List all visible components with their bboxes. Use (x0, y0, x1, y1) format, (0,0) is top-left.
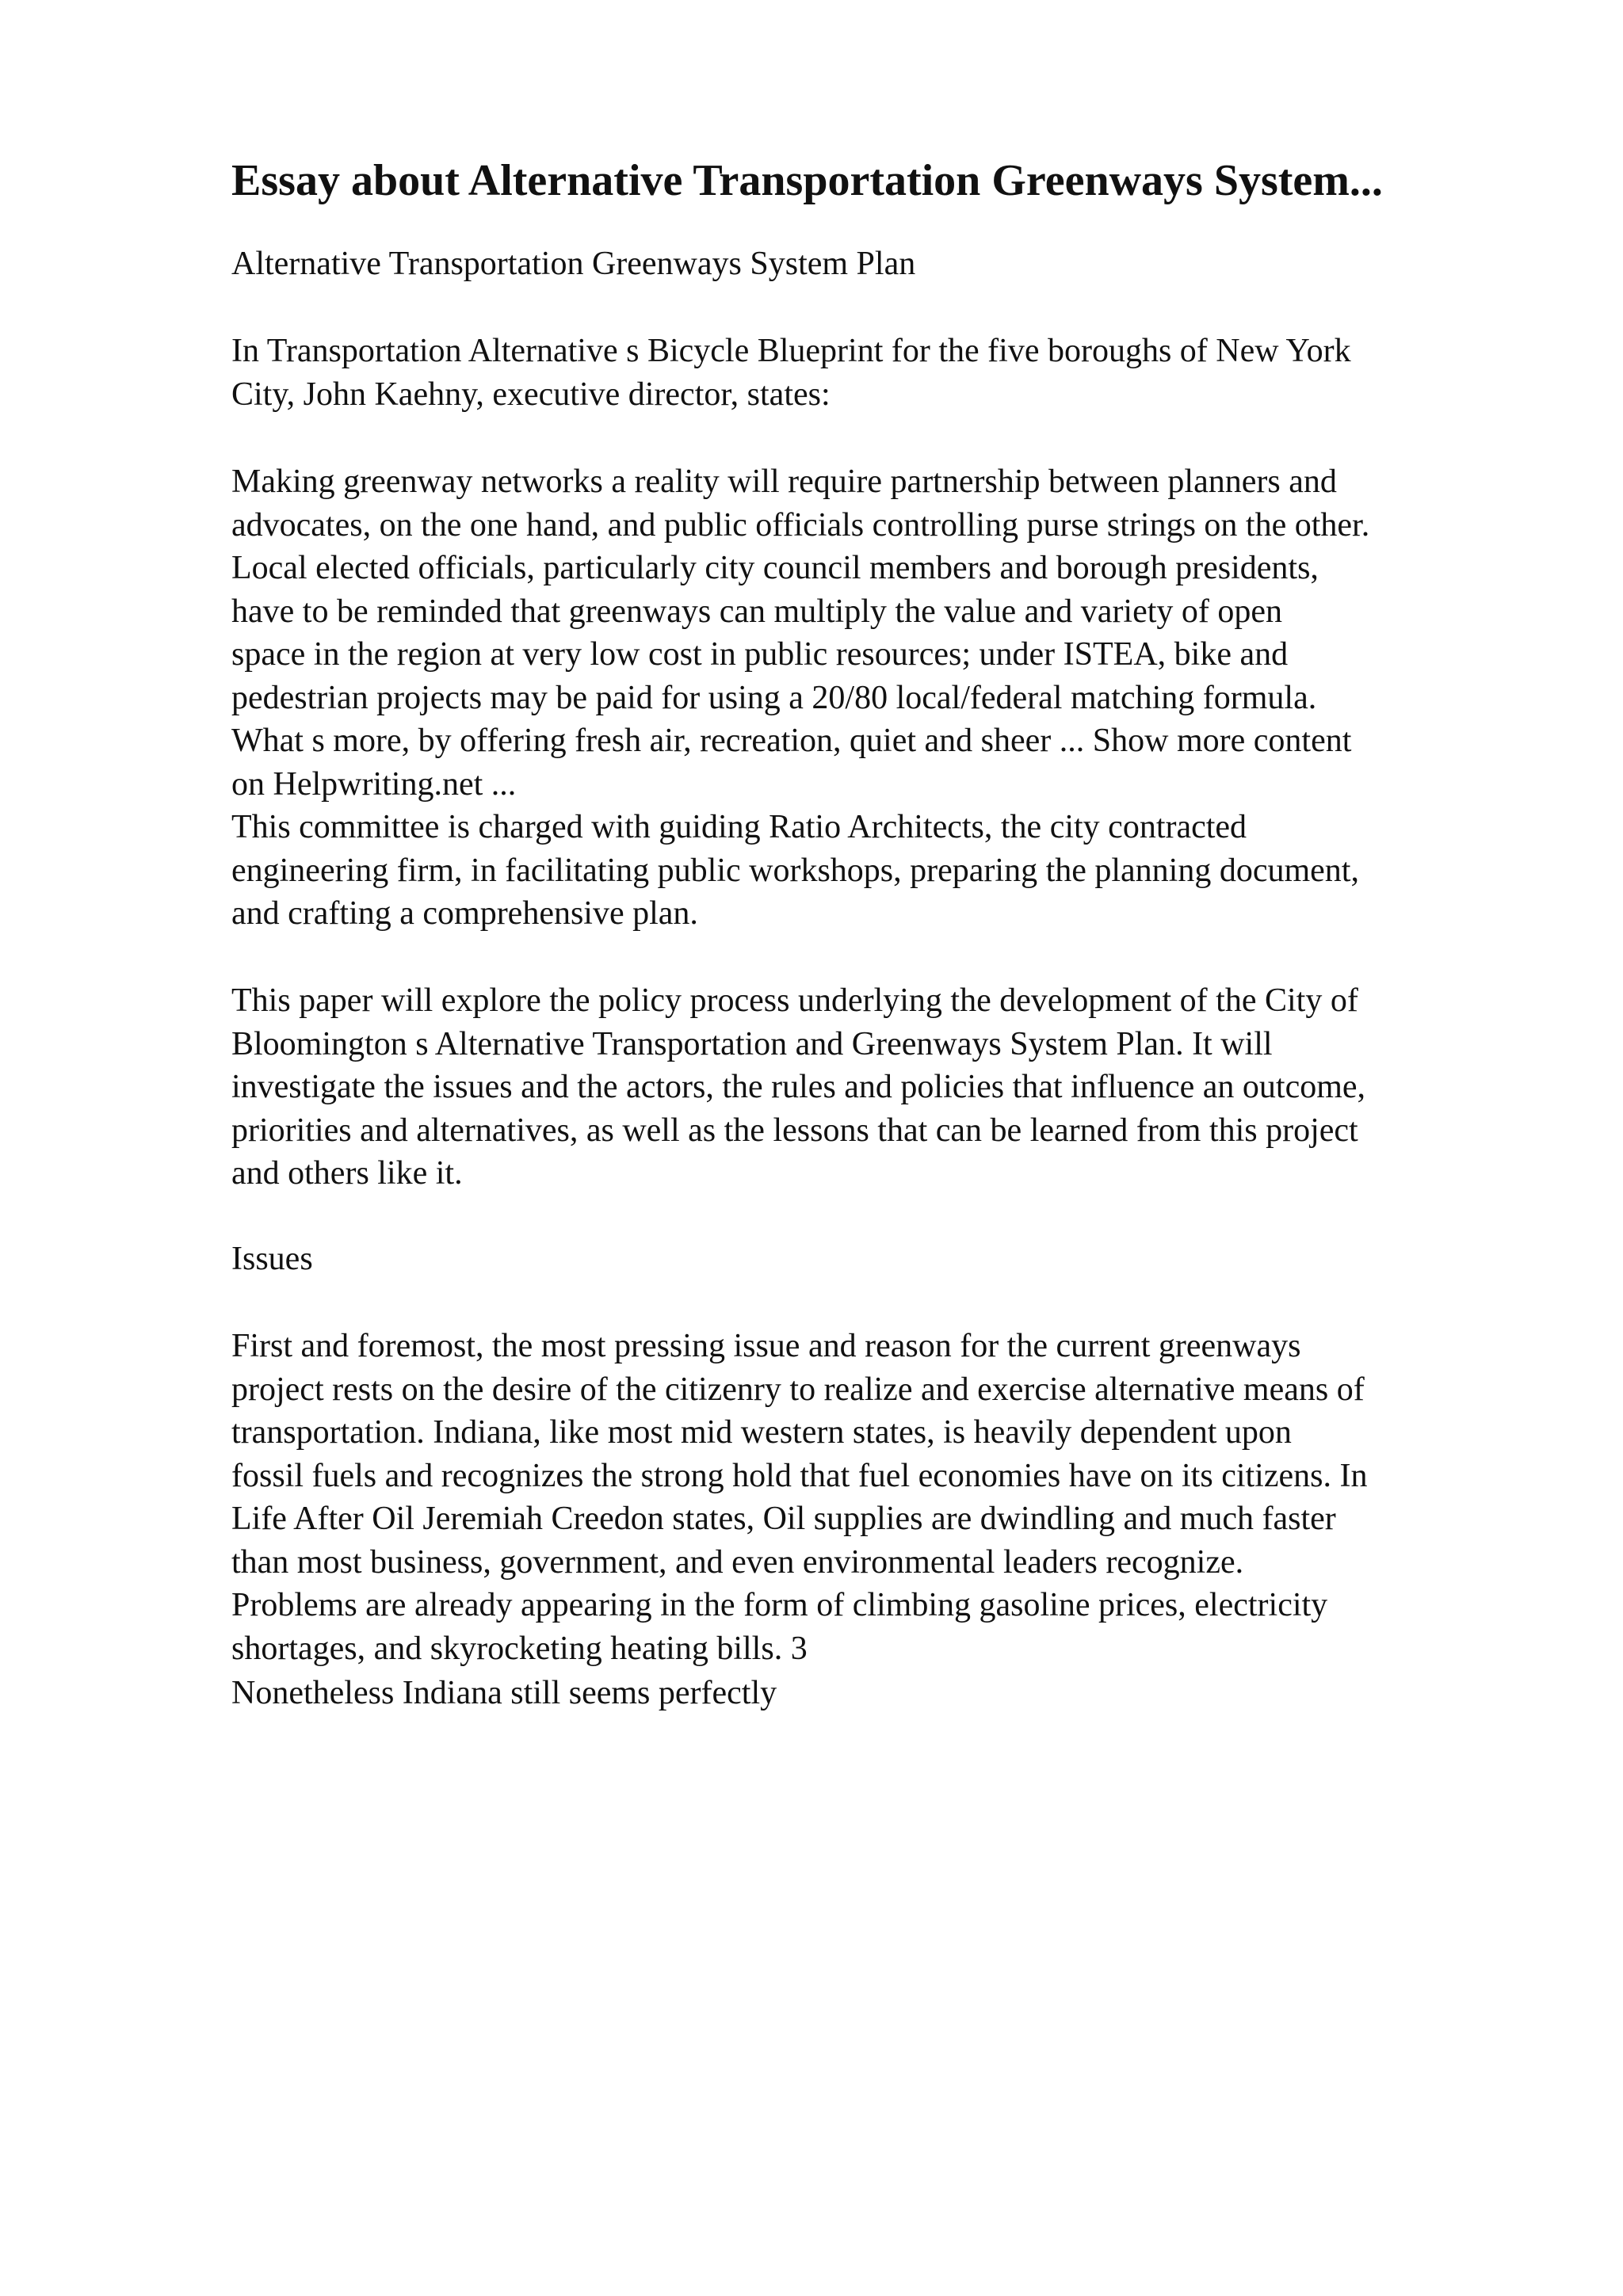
section-heading-issues: Issues (231, 1241, 313, 1277)
paragraph-purpose: This paper will explore the policy process underlying the development of the City of Bloomington s Alternative Transportation and Greenways System Plan. It will investigate the issues and the actors, the rules and policies that influence an outcome, priorities and alternatives, as well as the lessons that can be learned from this project and others like it. (231, 982, 1366, 1192)
paragraph-quote: Making greenway networks a reality will require partnership between planners and advocates, on the one hand, and public officials controlling purse strings on the other. Local elected officials, particularly city council members and borough presidents, have to be reminded that greenways can multiply the value and variety of open space in the region at very low cost in public resources; under ISTEA, bike and pedestrian projects may be paid for using a 20/80 local/federal matching formula. What s more, by offering fresh air, recreation, quiet and sheer ... Show more content on Helpwriting.net ... This committee is charged with guiding Ratio Architects, the city contracted engineering firm, in facilitating public workshops, preparing the planning document, and crafting a comprehensive plan. (231, 463, 1370, 932)
paragraph-issues: First and foremost, the most pressing issue and reason for the current greenways project rests on the desire of the citizenry to realize and exercise alternative means of transportation. Indiana, like most mid western states, is heavily dependent upon fossil fuels and recognizes the strong hold that fuel economies have on its citizens. In Life After Oil Jeremiah Creedon states, Oil supplies are dwindling and much faster than most business, government, and even environmental leaders recognize. Problems are already appearing in the form of climbing gasoline prices, electricity shortages, and skyrocketing heating bills. 3 (231, 1328, 1368, 1667)
document-subtitle: Alternative Transportation Greenways System Plan (231, 246, 916, 282)
paragraph-closing: Nonetheless Indiana still seems perfectly (231, 1675, 777, 1711)
document-title: Essay about Alternative Transportation Greenways System... (231, 156, 1383, 205)
document-page (231, 155, 1531, 1711)
paragraph-intro: In Transportation Alternative s Bicycle Blueprint for the five boroughs of New York City, John Kaehny, executive director, states: (231, 333, 1351, 413)
